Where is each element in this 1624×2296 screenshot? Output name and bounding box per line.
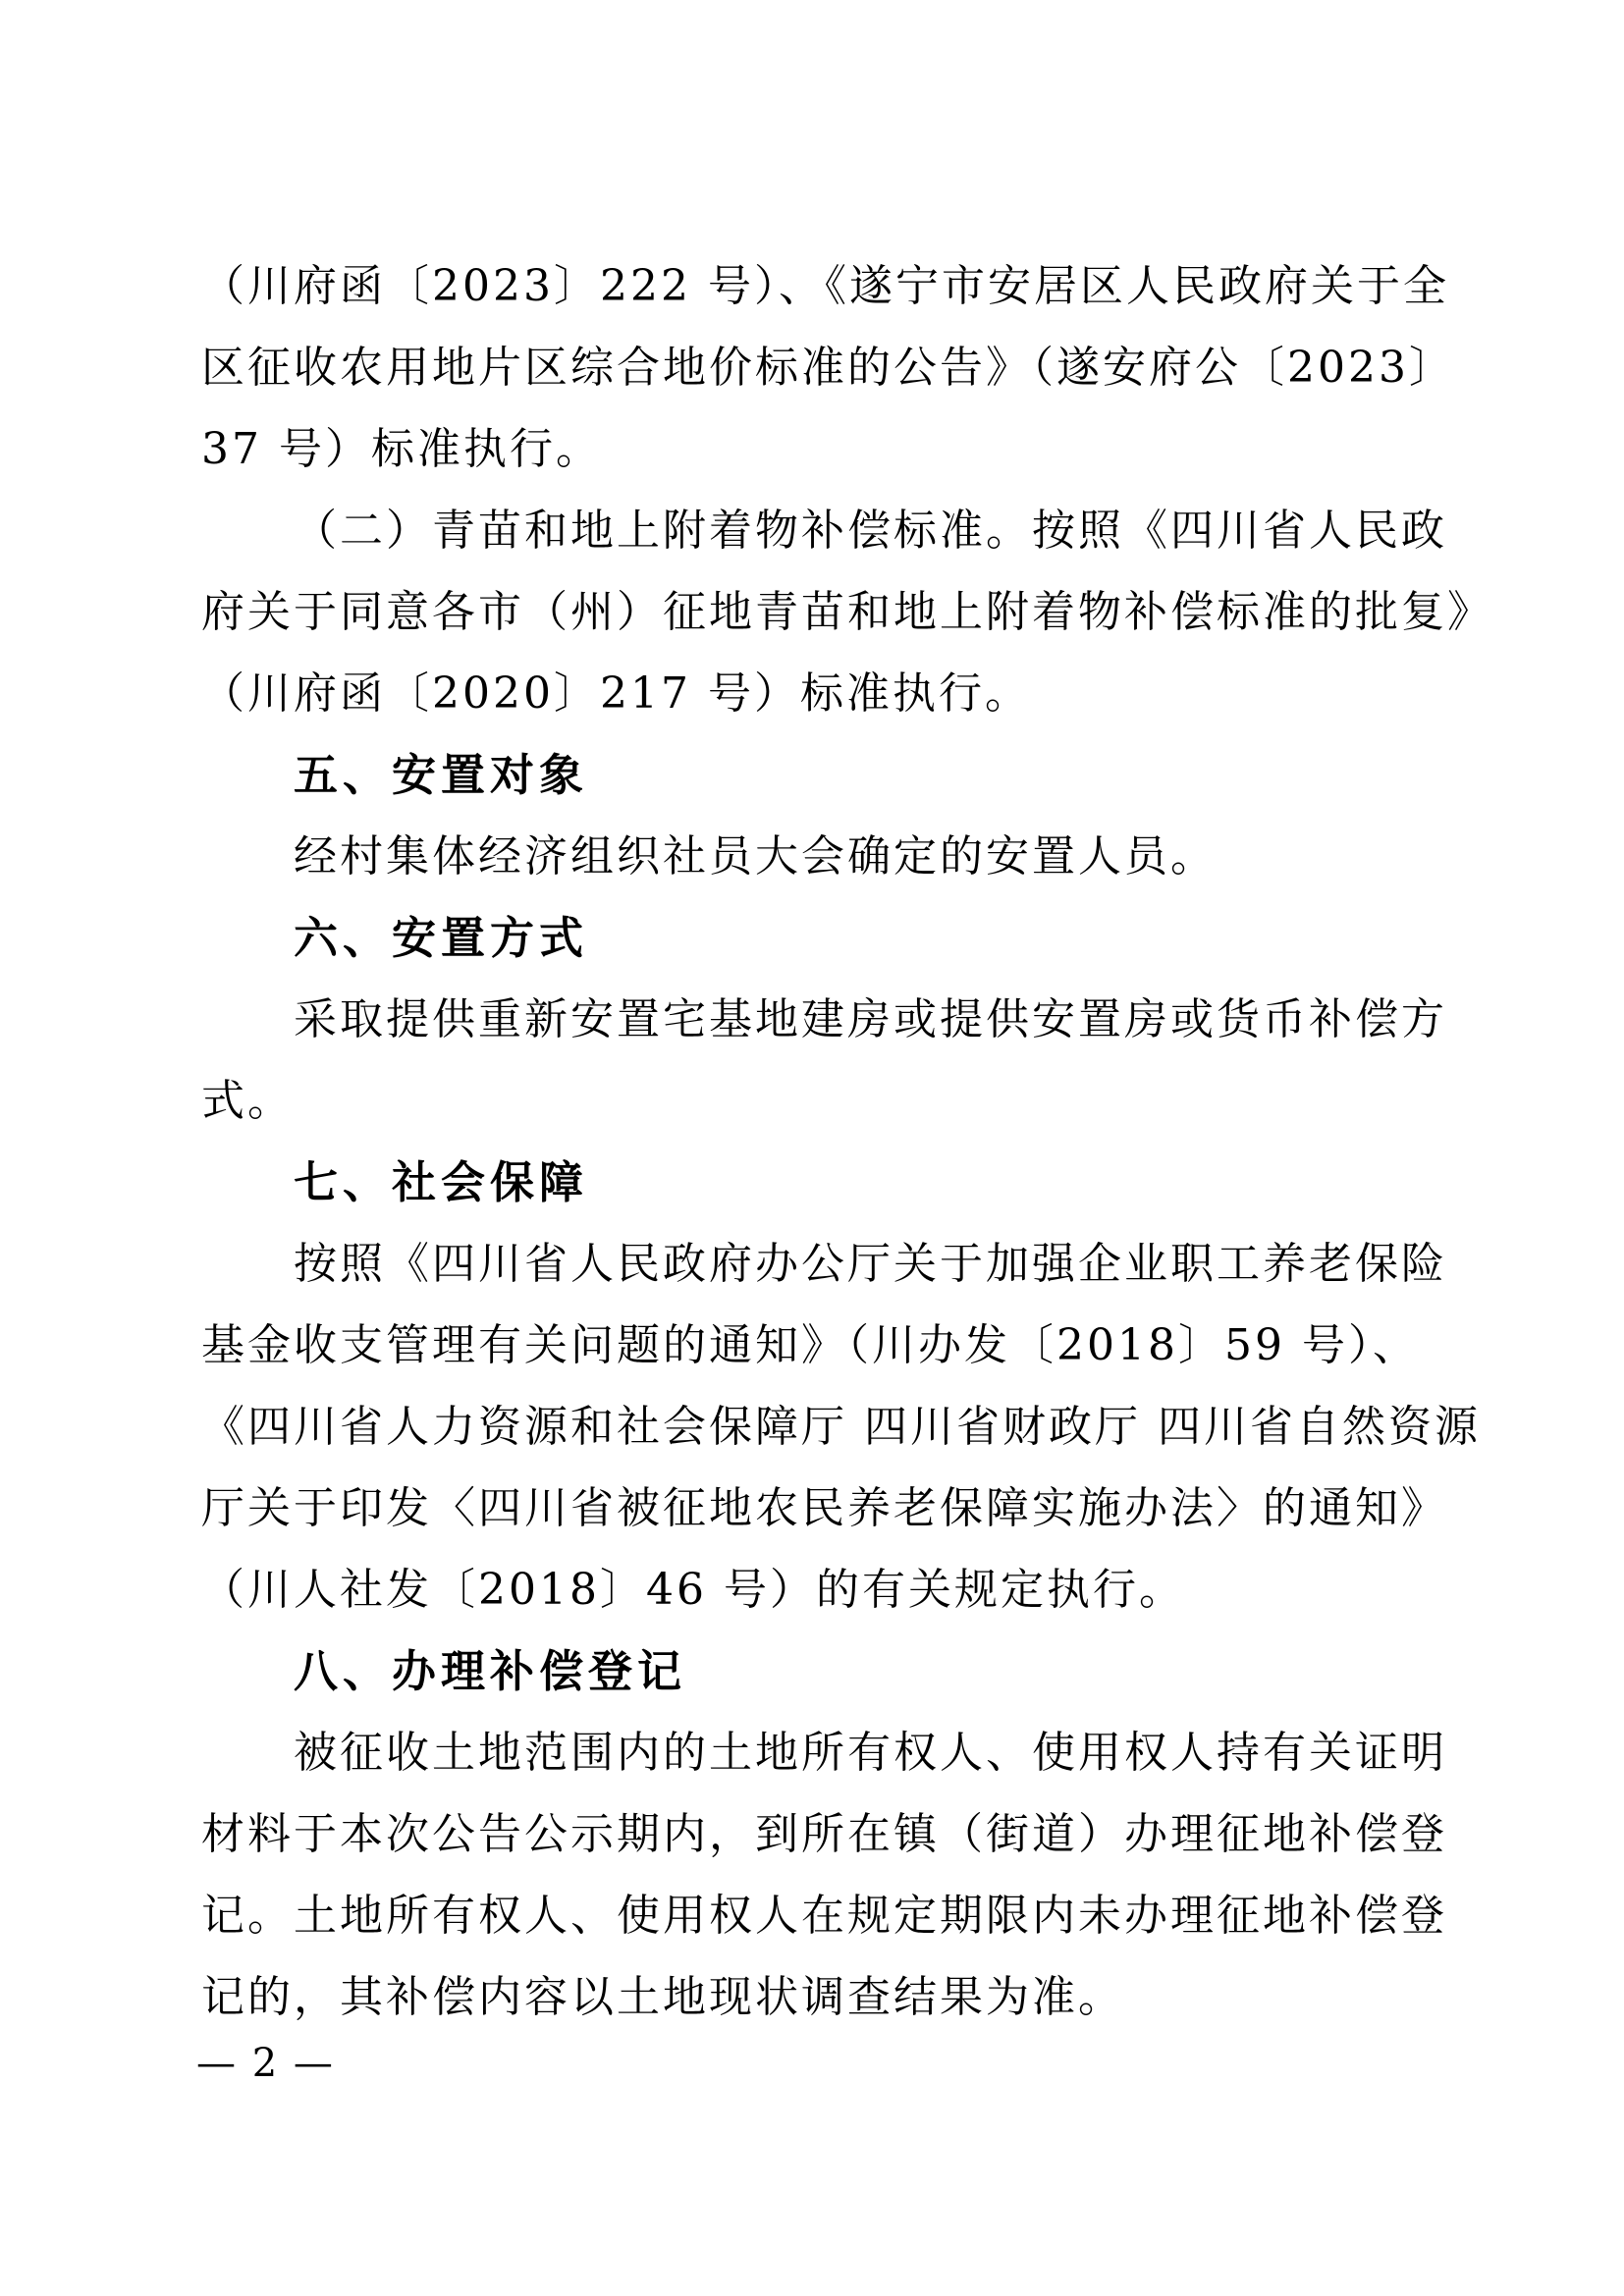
body-line-16: 厅关于印发〈四川省被征地农民养老保障实施办法〉的通知》 [201, 1483, 1447, 1533]
body-line-04: （二）青苗和地上附着物补偿标准。按照《四川省人民政 [294, 506, 1447, 556]
body-line-02: 区征收农用地片区综合地价标准的公告》（遂安府公〔2023〕 [201, 343, 1455, 393]
body-line-03: 37 号）标准执行。 [201, 424, 602, 474]
heading-section-eight: 八、办理补偿登记 [294, 1645, 687, 1697]
body-line-21: 记。土地所有权人、使用权人在规定期限内未办理征地补偿登 [201, 1891, 1447, 1941]
body-line-17: （川人社发〔2018〕46 号）的有关规定执行。 [201, 1565, 1185, 1615]
body-line-11: 式。 [201, 1076, 294, 1126]
body-line-05: 府关于同意各市（州）征地青苗和地上附着物补偿标准的批复》 [201, 587, 1493, 637]
body-line-22: 记的，其补偿内容以土地现状调查结果为准。 [201, 1972, 1124, 2022]
heading-section-seven: 七、社会保障 [294, 1156, 589, 1208]
body-line-06: （川府函〔2020〕217 号）标准执行。 [201, 668, 1031, 719]
heading-section-six: 六、安置方式 [294, 912, 589, 964]
body-line-14: 基金收支管理有关问题的通知》（川办发〔2018〕59 号）、 [201, 1320, 1419, 1370]
body-line-19: 被征收土地范围内的土地所有权人、使用权人持有关证明 [294, 1728, 1447, 1778]
page-number: — 2 — [196, 2041, 335, 2086]
body-line-20: 材料于本次公告公示期内，到所在镇（街道）办理征地补偿登 [201, 1809, 1447, 1859]
document-text-block [201, 245, 1493, 2038]
body-line-15: 《四川省人力资源和社会保障厅 四川省财政厅 四川省自然资源 [201, 1402, 1481, 1452]
body-line-08: 经村集体经济组织社员大会确定的安置人员。 [294, 831, 1217, 881]
body-line-13: 按照《四川省人民政府办公厅关于加强企业职工养老保险 [294, 1239, 1447, 1289]
heading-section-five: 五、安置对象 [294, 749, 589, 801]
body-line-01: （川府函〔2023〕222 号）、《遂宁市安居区人民政府关于全 [201, 261, 1449, 311]
body-line-10: 采取提供重新安置宅基地建房或提供安置房或货币补偿方 [294, 994, 1447, 1044]
